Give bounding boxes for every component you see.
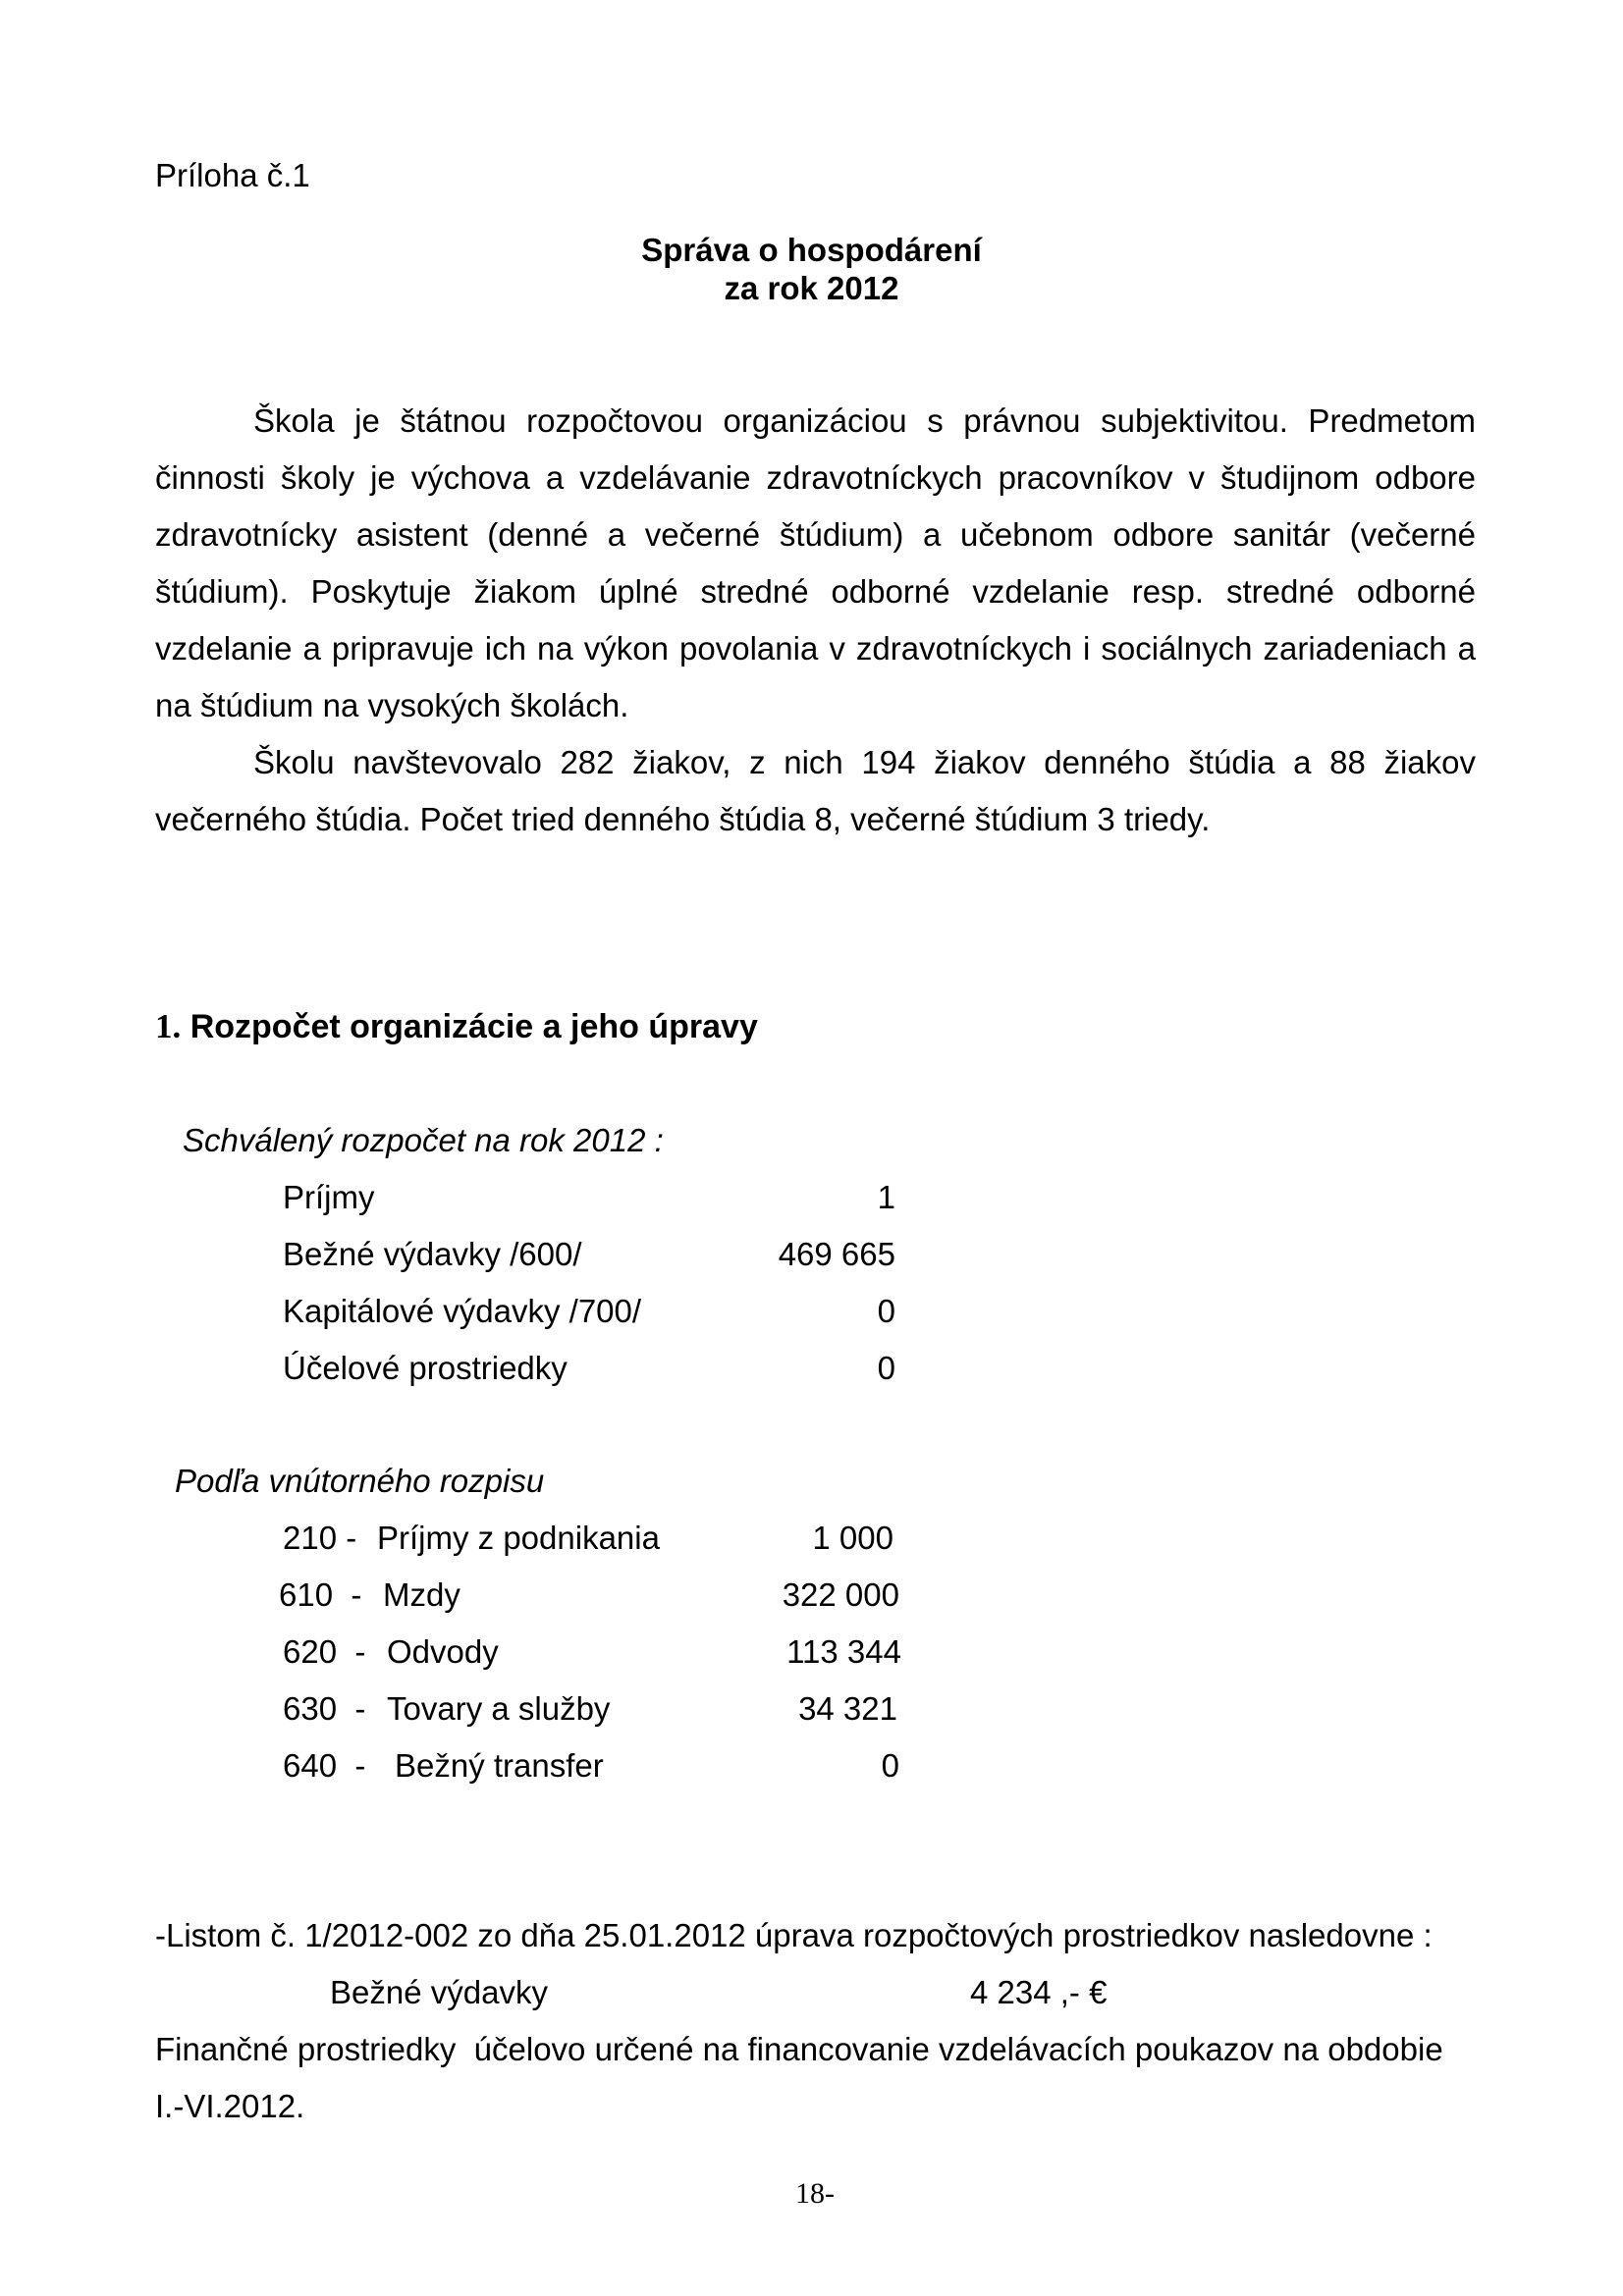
internal-row-code: 210 - xyxy=(283,1520,357,1556)
internal-row-value: 322 000 xyxy=(782,1576,899,1613)
internal-row-label: Bežný transfer xyxy=(395,1747,604,1784)
letter-note-line-2: I.-VI.2012. xyxy=(155,2088,305,2124)
internal-row-value: 34 321 xyxy=(798,1690,897,1727)
approved-row-value: 1 xyxy=(877,1179,895,1215)
letter-note-line-1: Finančné prostriedky účelovo určené na financovanie vzdelávacích poukazov na obdobie xyxy=(155,2031,1443,2067)
internal-row-code: 640 - xyxy=(283,1747,366,1784)
approved-budget-label: Schválený rozpočet na rok 2012 : xyxy=(183,1122,664,1158)
section-number: 1. xyxy=(155,1007,182,1045)
internal-row-label: Tovary a služby xyxy=(387,1690,611,1727)
internal-row-value: 113 344 xyxy=(786,1633,901,1670)
approved-row-value: 0 xyxy=(877,1293,895,1329)
annex-label: Príloha č.1 xyxy=(155,157,310,193)
section-heading xyxy=(155,1007,758,1046)
internal-row-code: 630 - xyxy=(283,1690,366,1727)
document-title: Správa o hospodárení xyxy=(641,232,982,268)
document-subtitle: za rok 2012 xyxy=(724,270,899,306)
internal-row-label: Mzdy xyxy=(383,1576,460,1613)
letter-item-label: Bežné výdavky xyxy=(330,1974,548,2010)
internal-row-label: Príjmy z podnikania xyxy=(377,1520,660,1556)
page-number: 18- xyxy=(795,2177,835,2210)
internal-row-value: 1 000 xyxy=(812,1520,893,1556)
intro-section xyxy=(155,393,1476,848)
section-title: Rozpočet organizácie a jeho úpravy xyxy=(189,1008,758,1045)
internal-row-label: Odvody xyxy=(387,1633,499,1670)
approved-row-label: Kapitálové výdavky /700/ xyxy=(283,1293,642,1329)
internal-row-code: 620 - xyxy=(283,1633,366,1670)
internal-row-code: 610 - xyxy=(279,1576,362,1613)
approved-row-value: 0 xyxy=(877,1350,895,1386)
internal-breakdown-label: Podľa vnútorného rozpisu xyxy=(175,1463,545,1499)
approved-row-label: Účelové prostriedky xyxy=(283,1350,568,1386)
intro-paragraph-1: Škola je štátnou rozpočtovou organizáciou s právnou subjektivitou. Predmetom činnosti školy je výchova a vzdelávanie zdravotníckych pracovníkov v študijnom odbore zdravotnícky asistent (denné a večerné štúdium) a učebnom odbore sanitár (večerné štúdium). Poskytuje žiakom úplné stredné odborné vzdelanie resp. stredné odborné vzdelanie a pripravuje ich na výkon povolania v zdravotníckych i sociálnych zariadeniach a na štúdium na vysokých školách. xyxy=(155,402,1476,723)
approved-row-value: 469 665 xyxy=(778,1236,895,1272)
approved-row-label: Bežné výdavky /600/ xyxy=(283,1236,582,1272)
letter-adjustment-text: -Listom č. 1/2012-002 zo dňa 25.01.2012 úprava rozpočtových prostriedkov nasledovne : xyxy=(155,1917,1433,1953)
internal-row-value: 0 xyxy=(881,1747,899,1784)
intro-paragraph-2: Školu navštevovalo 282 žiakov, z nich 194 žiakov denného štúdia a 88 žiakov večerného štúdia. Počet tried denného štúdia 8, večerné štúdium 3 triedy. xyxy=(155,744,1476,837)
approved-row-label: Príjmy xyxy=(283,1179,375,1215)
letter-item-value: 4 234 ,- € xyxy=(970,1974,1108,2010)
